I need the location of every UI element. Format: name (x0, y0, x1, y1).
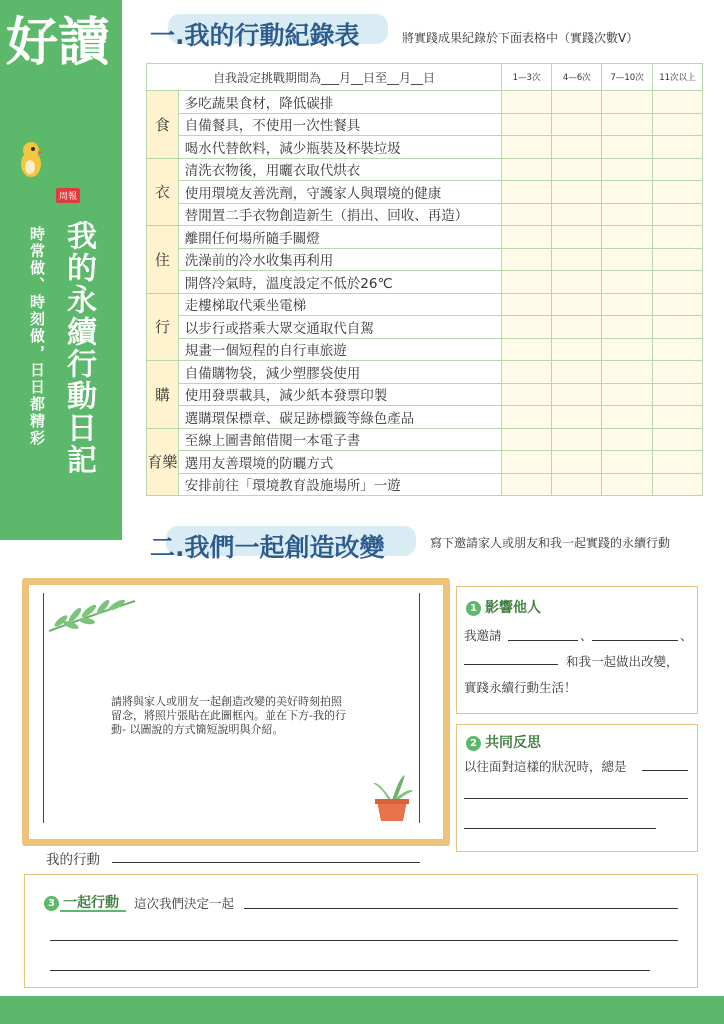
action-item: 自備購物袋，減少塑膠袋使用 (178, 361, 501, 384)
check-cell[interactable] (602, 361, 652, 384)
sidebar-banner (0, 0, 122, 540)
check-cell[interactable] (552, 451, 602, 474)
check-cell[interactable] (501, 428, 551, 451)
table-row (147, 226, 703, 249)
table-row (147, 451, 703, 474)
check-cell[interactable] (552, 428, 602, 451)
action-item: 替閒置二手衣物創造新生（捐出、回收、再造） (178, 203, 501, 226)
action-item: 自備餐具，不使用一次性餐具 (178, 113, 501, 136)
together-blank-3[interactable] (50, 970, 650, 971)
check-cell[interactable] (602, 383, 652, 406)
check-cell[interactable] (501, 406, 551, 429)
frame-curtain-line (419, 593, 420, 823)
table-row (147, 158, 703, 181)
count-column-header: 11次以上 (652, 64, 702, 91)
together-blank-1[interactable] (244, 908, 678, 909)
frame-instruction: 請將與家人或朋友一起創造改變的美好時刻拍照留念，將照片張貼在此圖框內。並在下方-我的行動- 以圖說的方式簡短說明與介紹。 (111, 695, 346, 736)
table-row (147, 473, 703, 496)
table-row (147, 361, 703, 384)
reflection-blank-2[interactable] (464, 798, 688, 799)
frame-curtain-line (43, 593, 44, 823)
check-cell[interactable] (652, 226, 702, 249)
table-row (147, 406, 703, 429)
check-cell[interactable] (602, 158, 652, 181)
check-cell[interactable] (652, 203, 702, 226)
card1-sep1: 、 (580, 628, 593, 643)
check-cell[interactable] (552, 248, 602, 271)
count-column-header: 7—10次 (602, 64, 652, 91)
photo-frame[interactable] (22, 578, 450, 846)
action-item: 以步行或搭乘大眾交通取代自駕 (178, 316, 501, 339)
check-cell[interactable] (552, 293, 602, 316)
category-cell: 住 (147, 226, 179, 294)
check-cell[interactable] (501, 158, 551, 181)
section1-note: 將實踐成果紀錄於下面表格中（實踐次數V） (402, 31, 639, 45)
check-cell[interactable] (501, 293, 551, 316)
category-cell: 食 (147, 91, 179, 159)
check-cell[interactable] (552, 316, 602, 339)
table-row (147, 428, 703, 451)
check-cell[interactable] (501, 248, 551, 271)
check-cell[interactable] (501, 113, 551, 136)
check-cell[interactable] (501, 338, 551, 361)
check-cell[interactable] (652, 136, 702, 159)
check-cell[interactable] (652, 113, 702, 136)
action-item: 喝水代替飲料，減少瓶裝及杯裝垃圾 (178, 136, 501, 159)
action-item: 規畫一個短程的自行車旅遊 (178, 338, 501, 361)
action-item: 多吃蔬果食材，降低碳排 (178, 91, 501, 114)
bird-icon (16, 140, 46, 180)
check-cell[interactable] (652, 338, 702, 361)
action-item: 走樓梯取代乘坐電梯 (178, 293, 501, 316)
count-column-header: 1—3次 (501, 64, 551, 91)
check-cell[interactable] (602, 248, 652, 271)
category-cell: 育樂 (147, 428, 179, 496)
together-blank-2[interactable] (50, 940, 678, 941)
check-cell[interactable] (652, 473, 702, 496)
check-cell[interactable] (501, 226, 551, 249)
card2-title: 2 共同反思 (466, 732, 541, 752)
check-cell[interactable] (552, 361, 602, 384)
leaf-branch-icon (47, 597, 137, 633)
table-row (147, 91, 703, 114)
category-cell: 行 (147, 293, 179, 361)
table-row (147, 113, 703, 136)
check-cell[interactable] (602, 451, 652, 474)
count-column-header: 4—6次 (552, 64, 602, 91)
potted-plant-icon (369, 771, 415, 823)
check-cell[interactable] (602, 226, 652, 249)
check-cell[interactable] (652, 383, 702, 406)
invite-blank-1[interactable] (508, 640, 578, 641)
card1-line3: 實踐永續行動生活！ (464, 680, 577, 695)
section2-title: 二.我們一起創造改變 (150, 533, 385, 562)
check-cell[interactable] (602, 338, 652, 361)
check-cell[interactable] (652, 271, 702, 294)
reflection-blank-1[interactable] (642, 770, 688, 771)
check-cell[interactable] (602, 406, 652, 429)
check-cell[interactable] (652, 181, 702, 204)
action-item: 選購環保標章、碳足跡標籤等綠色產品 (178, 406, 501, 429)
invite-blank-2[interactable] (592, 640, 678, 641)
table-row (147, 293, 703, 316)
check-cell[interactable] (602, 293, 652, 316)
card1-line2: 和我一起做出改變， (566, 654, 679, 669)
check-cell[interactable] (552, 338, 602, 361)
table-row (147, 383, 703, 406)
check-cell[interactable] (501, 203, 551, 226)
invite-blank-3[interactable] (464, 664, 558, 665)
check-cell[interactable] (501, 136, 551, 159)
section2-note: 寫下邀請家人或朋友和我一起實踐的永續行動 (430, 536, 671, 550)
check-cell[interactable] (501, 91, 551, 114)
action-item: 離開任何場所隨手關燈 (178, 226, 501, 249)
action-item: 清洗衣物後，用曬衣取代烘衣 (178, 158, 501, 181)
check-cell[interactable] (501, 361, 551, 384)
footer-bar (0, 996, 724, 1024)
check-cell[interactable] (602, 271, 652, 294)
table-row (147, 203, 703, 226)
sidebar-subtitle: 時常做、時刻做，日日都精彩 (28, 226, 46, 447)
check-cell[interactable] (501, 383, 551, 406)
check-cell[interactable] (602, 91, 652, 114)
badge: 周報 (56, 188, 80, 203)
card3-title: 3 一起行動 (44, 892, 119, 912)
check-cell[interactable] (552, 181, 602, 204)
check-cell[interactable] (552, 271, 602, 294)
action-item: 洗澡前的冷水收集再利用 (178, 248, 501, 271)
card1-sep2: 、 (680, 628, 693, 643)
check-cell[interactable] (552, 383, 602, 406)
table-row (147, 248, 703, 271)
check-cell[interactable] (552, 406, 602, 429)
check-cell[interactable] (501, 181, 551, 204)
action-item: 選用友善環境的防曬方式 (178, 451, 501, 474)
check-cell[interactable] (552, 473, 602, 496)
check-cell[interactable] (652, 158, 702, 181)
action-item: 使用發票載具，減少紙本發票印製 (178, 383, 501, 406)
check-cell[interactable] (652, 361, 702, 384)
table-row (147, 136, 703, 159)
reflection-blank-3[interactable] (464, 828, 656, 829)
card3-title-underline (60, 910, 126, 912)
record-table (146, 63, 703, 496)
check-cell[interactable] (501, 473, 551, 496)
my-action-label: 我的行動 (46, 852, 100, 868)
check-cell[interactable] (652, 451, 702, 474)
check-cell[interactable] (652, 316, 702, 339)
card3-line1: 這次我們決定一起 (134, 896, 235, 911)
check-cell[interactable] (552, 113, 602, 136)
check-cell[interactable] (652, 91, 702, 114)
check-cell[interactable] (602, 113, 652, 136)
section1-title: 一.我的行動紀錄表 (150, 21, 360, 50)
action-item: 開啓冷氣時，溫度設定不低於26℃ (178, 271, 501, 294)
check-cell[interactable] (652, 406, 702, 429)
table-row (147, 316, 703, 339)
check-cell[interactable] (552, 158, 602, 181)
action-item: 使用環境友善洗劑，守護家人與環境的健康 (178, 181, 501, 204)
action-item: 至線上圖書館借閱一本電子書 (178, 428, 501, 451)
card1-title: 1 影響他人 (466, 597, 541, 617)
category-cell: 購 (147, 361, 179, 429)
check-cell[interactable] (552, 226, 602, 249)
category-cell: 衣 (147, 158, 179, 226)
card2-line1: 以往面對這樣的狀況時，總是 (464, 759, 627, 774)
check-cell[interactable] (602, 316, 652, 339)
check-cell[interactable] (602, 181, 652, 204)
sidebar-title: 我的永續行動日記 (61, 220, 96, 476)
my-action-line[interactable] (112, 862, 420, 863)
check-cell[interactable] (552, 91, 602, 114)
check-cell[interactable] (602, 473, 652, 496)
check-cell[interactable] (501, 451, 551, 474)
table-row (147, 181, 703, 204)
period-header: 自我設定挑戰期間為___月__日至__月__日 (147, 64, 502, 91)
table-row (147, 338, 703, 361)
check-cell[interactable] (501, 271, 551, 294)
check-cell[interactable] (652, 428, 702, 451)
action-item: 安排前往「環境教育設施場所」一遊 (178, 473, 501, 496)
check-cell[interactable] (602, 136, 652, 159)
table-row (147, 271, 703, 294)
check-cell[interactable] (552, 203, 602, 226)
table-header-row (147, 64, 703, 91)
check-cell[interactable] (602, 428, 652, 451)
check-cell[interactable] (501, 316, 551, 339)
check-cell[interactable] (552, 136, 602, 159)
check-cell[interactable] (602, 203, 652, 226)
card1-line1: 我邀請 (464, 628, 502, 643)
logo: 好讀 (6, 13, 111, 73)
check-cell[interactable] (652, 293, 702, 316)
check-cell[interactable] (652, 248, 702, 271)
